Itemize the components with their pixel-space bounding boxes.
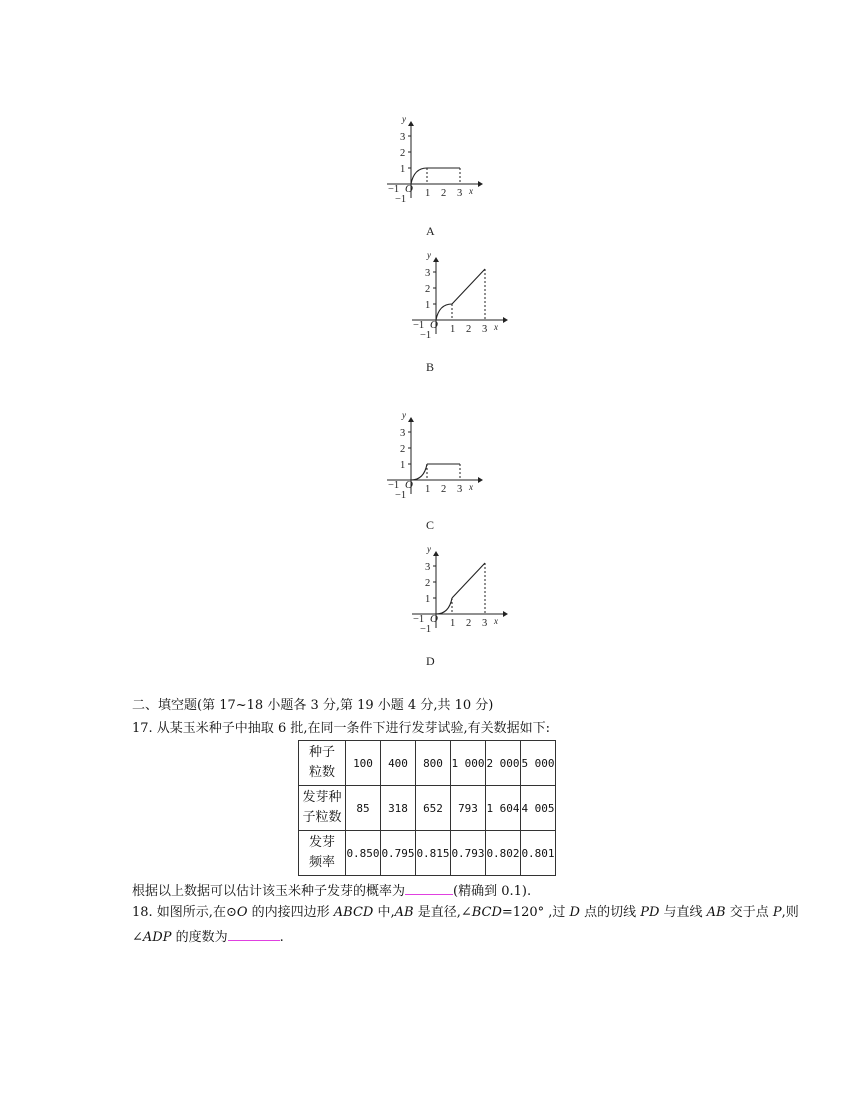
table-row: [299, 741, 556, 786]
x-tick-1: 1: [450, 618, 456, 629]
q17-table: [298, 740, 556, 876]
y-tick-3: 3: [425, 268, 431, 279]
origin-label: O: [430, 613, 438, 625]
table-cell: 0.801: [521, 831, 556, 876]
table-cell: 793: [451, 786, 486, 831]
table-cell: 400: [381, 741, 416, 786]
x-tick-3: 3: [457, 484, 463, 495]
table-cell: 652: [416, 786, 451, 831]
y-axis-name: y: [402, 114, 406, 124]
graph-d-plot: [405, 544, 515, 644]
table-row: [299, 831, 556, 876]
origin-label: O: [430, 319, 438, 331]
table-cell: 1 604: [486, 786, 521, 831]
table-cell: 4 005: [521, 786, 556, 831]
y-tick-neg1: −1: [420, 624, 432, 635]
x-tick-neg1: −1: [388, 184, 400, 195]
section-heading: 二、填空题(第 17~18 小题各 3 分,第 19 小题 4 分,共 10 分): [132, 698, 494, 713]
answer-blank[interactable]: [228, 927, 280, 941]
y-tick-neg1: −1: [420, 330, 432, 341]
table-cell: 318: [381, 786, 416, 831]
table-row: [299, 786, 556, 831]
x-axis-name: x: [469, 186, 473, 196]
row-header: 种子 粒数: [299, 741, 346, 786]
q17-intro: 17. 从某玉米种子中抽取 6 批,在同一条件下进行发芽试验,有关数据如下:: [132, 721, 550, 736]
row-header: 发芽 频率: [299, 831, 346, 876]
table-cell: 100: [346, 741, 381, 786]
caption-c: C: [426, 518, 435, 532]
y-tick-2: 2: [400, 444, 406, 455]
answer-blank[interactable]: [405, 881, 453, 895]
y-tick-neg1: −1: [395, 490, 407, 501]
table-cell: 0.815: [416, 831, 451, 876]
y-tick-1: 1: [400, 164, 406, 175]
x-tick-3: 3: [457, 188, 463, 199]
x-tick-3: 3: [482, 324, 488, 335]
graph-b: [405, 250, 515, 350]
x-tick-neg1: −1: [413, 320, 425, 331]
caption-d: D: [426, 654, 435, 668]
table-cell: 0.850: [346, 831, 381, 876]
x-tick-1: 1: [425, 484, 431, 495]
table-cell: 0.795: [381, 831, 416, 876]
y-axis-name: y: [427, 544, 431, 554]
table-cell: 0.802: [486, 831, 521, 876]
table-cell: 0.793: [451, 831, 486, 876]
x-tick-neg1: −1: [388, 480, 400, 491]
x-tick-2: 2: [466, 618, 472, 629]
x-axis-name: x: [469, 482, 473, 492]
y-tick-2: 2: [400, 148, 406, 159]
table-cell: 800: [416, 741, 451, 786]
caption-b: B: [426, 360, 435, 374]
x-tick-1: 1: [425, 188, 431, 199]
q18-line1: 18. 如图所示,在⊙O 的内接四边形 ABCD 中,AB 是直径,∠BCD=120° ,过 D 点的切线 PD 与直线 AB 交于点 P,则: [132, 905, 799, 920]
graph-a: [380, 114, 490, 214]
y-axis-name: y: [427, 250, 431, 260]
caption-a: A: [426, 224, 435, 238]
x-tick-2: 2: [441, 484, 447, 495]
origin-label: O: [405, 183, 413, 195]
x-tick-2: 2: [441, 188, 447, 199]
y-tick-1: 1: [425, 594, 431, 605]
origin-label: O: [405, 479, 413, 491]
graph-c-plot: [380, 410, 490, 510]
table-cell: 5 000: [521, 741, 556, 786]
table-cell: 1 000: [451, 741, 486, 786]
y-tick-neg1: −1: [395, 194, 407, 205]
table-cell: 85: [346, 786, 381, 831]
y-tick-1: 1: [425, 300, 431, 311]
y-tick-2: 2: [425, 578, 431, 589]
x-tick-2: 2: [466, 324, 472, 335]
row-header: 发芽种 子粒数: [299, 786, 346, 831]
graph-c: [380, 410, 490, 510]
x-tick-1: 1: [450, 324, 456, 335]
graph-b-plot: [405, 250, 515, 350]
x-axis-name: x: [494, 616, 498, 626]
q18-line2: ∠ADP 的度数为 .: [132, 927, 284, 947]
q17-conclusion: 根据以上数据可以估计该玉米种子发芽的概率为 (精确到 0.1).: [132, 881, 531, 901]
x-axis-name: x: [494, 322, 498, 332]
x-tick-neg1: −1: [413, 614, 425, 625]
y-tick-3: 3: [425, 562, 431, 573]
table-cell: 2 000: [486, 741, 521, 786]
graph-d: [405, 544, 515, 644]
y-tick-2: 2: [425, 284, 431, 295]
y-tick-3: 3: [400, 132, 406, 143]
y-tick-1: 1: [400, 460, 406, 471]
graph-a-plot: [380, 114, 490, 214]
y-axis-name: y: [402, 410, 406, 420]
y-tick-3: 3: [400, 428, 406, 439]
x-tick-3: 3: [482, 618, 488, 629]
